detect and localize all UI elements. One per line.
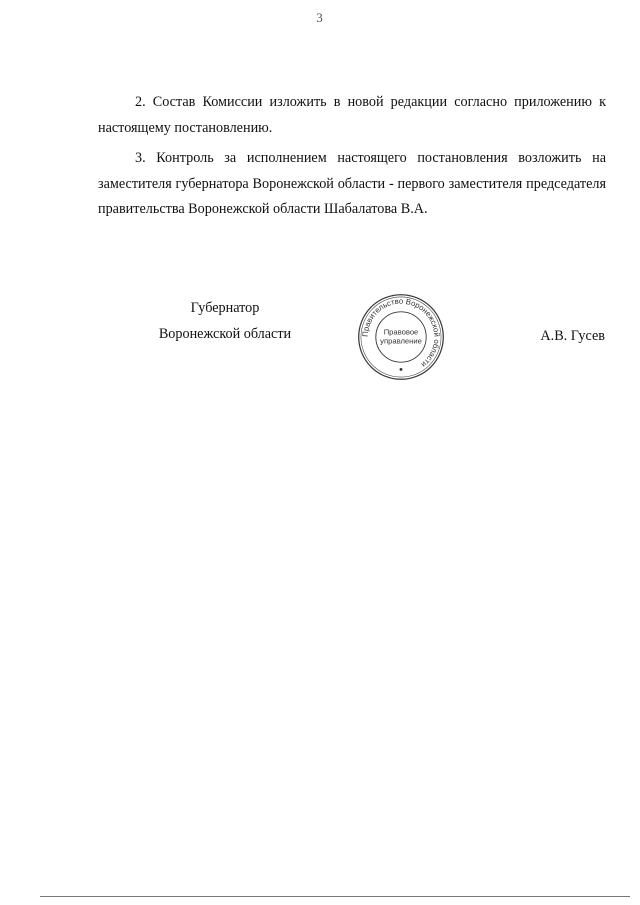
document-body [98,90,606,228]
paragraph-2: 2. Состав Комиссии изложить в новой редакции согласно приложению к настоящему постановлению. [98,94,606,136]
paragraph-3: 3. Контроль за исполнением настоящего постановления возложить на заместителя губернатора Воронежской области - первого заместителя председателя правительства Воронежской области Шабалатова В.А. [98,150,606,217]
signatory-title-line-1: Губернатор [190,300,260,316]
seal-star-icon [400,368,403,371]
seal-outer-text: Правительство Воронежской области [360,296,442,370]
page-number: 3 [316,10,324,25]
signatory-title [120,295,330,347]
seal-inner-line-1: Правовое [383,327,419,337]
seal-inner-line-2: управление [380,336,422,346]
signatory-name: А.В. Гусев [540,328,605,344]
footer-divider [40,896,630,897]
signature-block [0,290,640,390]
signatory-title-line-2: Воронежской области [158,326,292,342]
official-seal-stamp [356,292,446,382]
